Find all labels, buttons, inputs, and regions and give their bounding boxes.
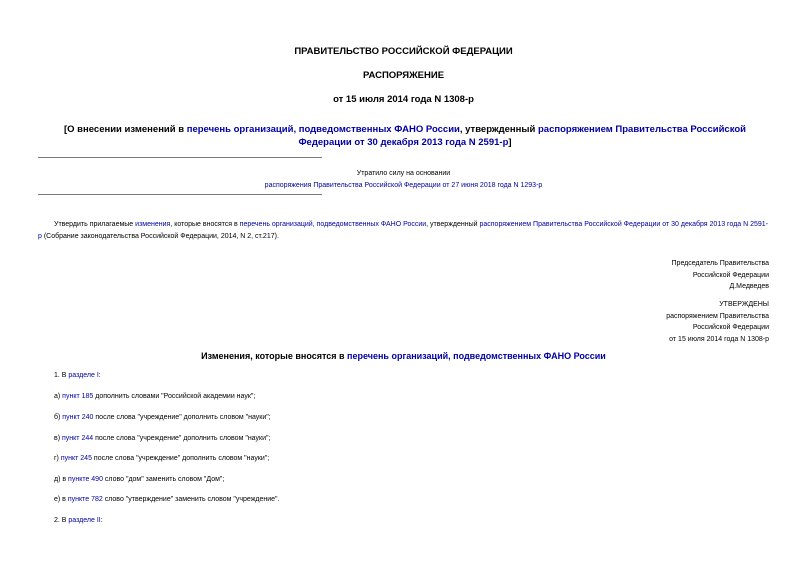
- approval-block: [666, 299, 769, 345]
- approval-title: УТВЕРЖДЕНЫ: [719, 301, 769, 308]
- title-text-3: ]: [508, 136, 512, 148]
- para-link-changes[interactable]: изменения: [135, 221, 171, 228]
- item-post: дополнить словами "Российской академии наук";: [93, 393, 256, 400]
- changes-heading-link[interactable]: перечень организаций, подведомственных ФАНО России: [347, 351, 606, 361]
- item-post: слово "дом" заменить словом "Дом";: [102, 476, 225, 483]
- item-link[interactable]: пункте 490: [68, 476, 103, 483]
- item-post: :: [100, 517, 103, 524]
- item-pre: е) в: [54, 496, 68, 503]
- signature-block: [672, 258, 769, 293]
- item-pre: а): [54, 393, 63, 400]
- list-item: [54, 370, 101, 381]
- item-pre: в): [54, 435, 62, 442]
- changes-heading-text: Изменения, которые вносятся в: [201, 351, 348, 361]
- item-pre: 1. В: [54, 372, 69, 379]
- item-pre: 2. В: [54, 517, 69, 524]
- item-link[interactable]: пункт 185: [62, 393, 94, 400]
- item-link[interactable]: пункте 782: [67, 496, 103, 503]
- lost-force-link[interactable]: распоряжения Правительства Российской Федерации от 27 июня 2018 года N 1293-р: [264, 182, 543, 189]
- divider-top: [38, 157, 322, 158]
- para-text-2: , которые вносятся в: [170, 221, 240, 228]
- government-heading: ПРАВИТЕЛЬСТВО РОССИЙСКОЙ ФЕДЕРАЦИИ: [294, 46, 513, 57]
- para-text-4: (Собрание законодательства Российской Федерации, 2014, N 2, ст.217).: [41, 232, 279, 240]
- lost-force-link-row: [0, 180, 807, 192]
- main-paragraph: [38, 219, 770, 242]
- lost-force-note: Утратило силу на основании: [356, 170, 451, 177]
- item-post: :: [98, 372, 101, 379]
- item-pre: б): [54, 414, 63, 421]
- para-link-order-2591[interactable]: распоряжением Правительства Российской Федерации от 30 декабря 2013 года N 2591-р: [38, 221, 769, 240]
- document-date: от 15 июля 2014 года N 1308-р: [333, 94, 474, 105]
- approval-by: распоряжением Правительства: [666, 312, 769, 320]
- item-post: после слова "учреждение" дополнить словом "науки";: [91, 455, 270, 462]
- signature-country: Российской Федерации: [692, 271, 769, 279]
- title-link-order-2591[interactable]: распоряжением Правительства Российской Федерации от 30 декабря 2013 года N 2591-р: [298, 124, 746, 148]
- approval-country: Российской Федерации: [692, 324, 769, 331]
- title-link-org-list[interactable]: перечень организаций, подведомственных ФАНО России: [186, 124, 460, 135]
- signature-position: Председатель Правительства: [671, 260, 769, 267]
- para-text-3: , утвержденный: [426, 221, 480, 228]
- list-item: [54, 391, 255, 402]
- item-link[interactable]: разделе II: [68, 517, 101, 524]
- para-link-org-list[interactable]: перечень организаций, подведомственных ФАНО России: [239, 221, 427, 228]
- title-text-1: [О внесении изменений в: [63, 124, 187, 135]
- document-type: РАСПОРЯЖЕНИЕ: [362, 70, 445, 81]
- list-item: [54, 494, 279, 505]
- changes-heading: [0, 351, 807, 361]
- title-text-2: , утвержденный: [459, 124, 538, 135]
- item-pre: д) в: [54, 476, 69, 483]
- divider-bottom: [38, 194, 322, 195]
- item-post: слово "утверждение" заменить словом "учреждение".: [102, 496, 280, 503]
- signature-name: Д.Медведев: [729, 283, 769, 290]
- item-link[interactable]: пункт 244: [62, 435, 94, 442]
- list-item: [54, 474, 224, 485]
- list-item: [54, 515, 103, 526]
- item-pre: г): [54, 455, 61, 462]
- document-title: [40, 124, 770, 149]
- list-item: [54, 453, 269, 464]
- item-post: после слова "учреждение" дополнить словом "науки";: [93, 435, 271, 442]
- item-link[interactable]: разделе I: [68, 372, 99, 379]
- item-post: после слова "учреждение" дополнить словом "науки";: [93, 414, 271, 421]
- approval-date: от 15 июля 2014 года N 1308-р: [669, 335, 769, 343]
- list-item: [54, 412, 271, 423]
- item-link[interactable]: пункт 240: [62, 414, 94, 421]
- item-link[interactable]: пункт 245: [60, 455, 92, 462]
- list-item: [54, 433, 270, 444]
- para-text-1: Утвердить прилагаемые: [54, 221, 136, 228]
